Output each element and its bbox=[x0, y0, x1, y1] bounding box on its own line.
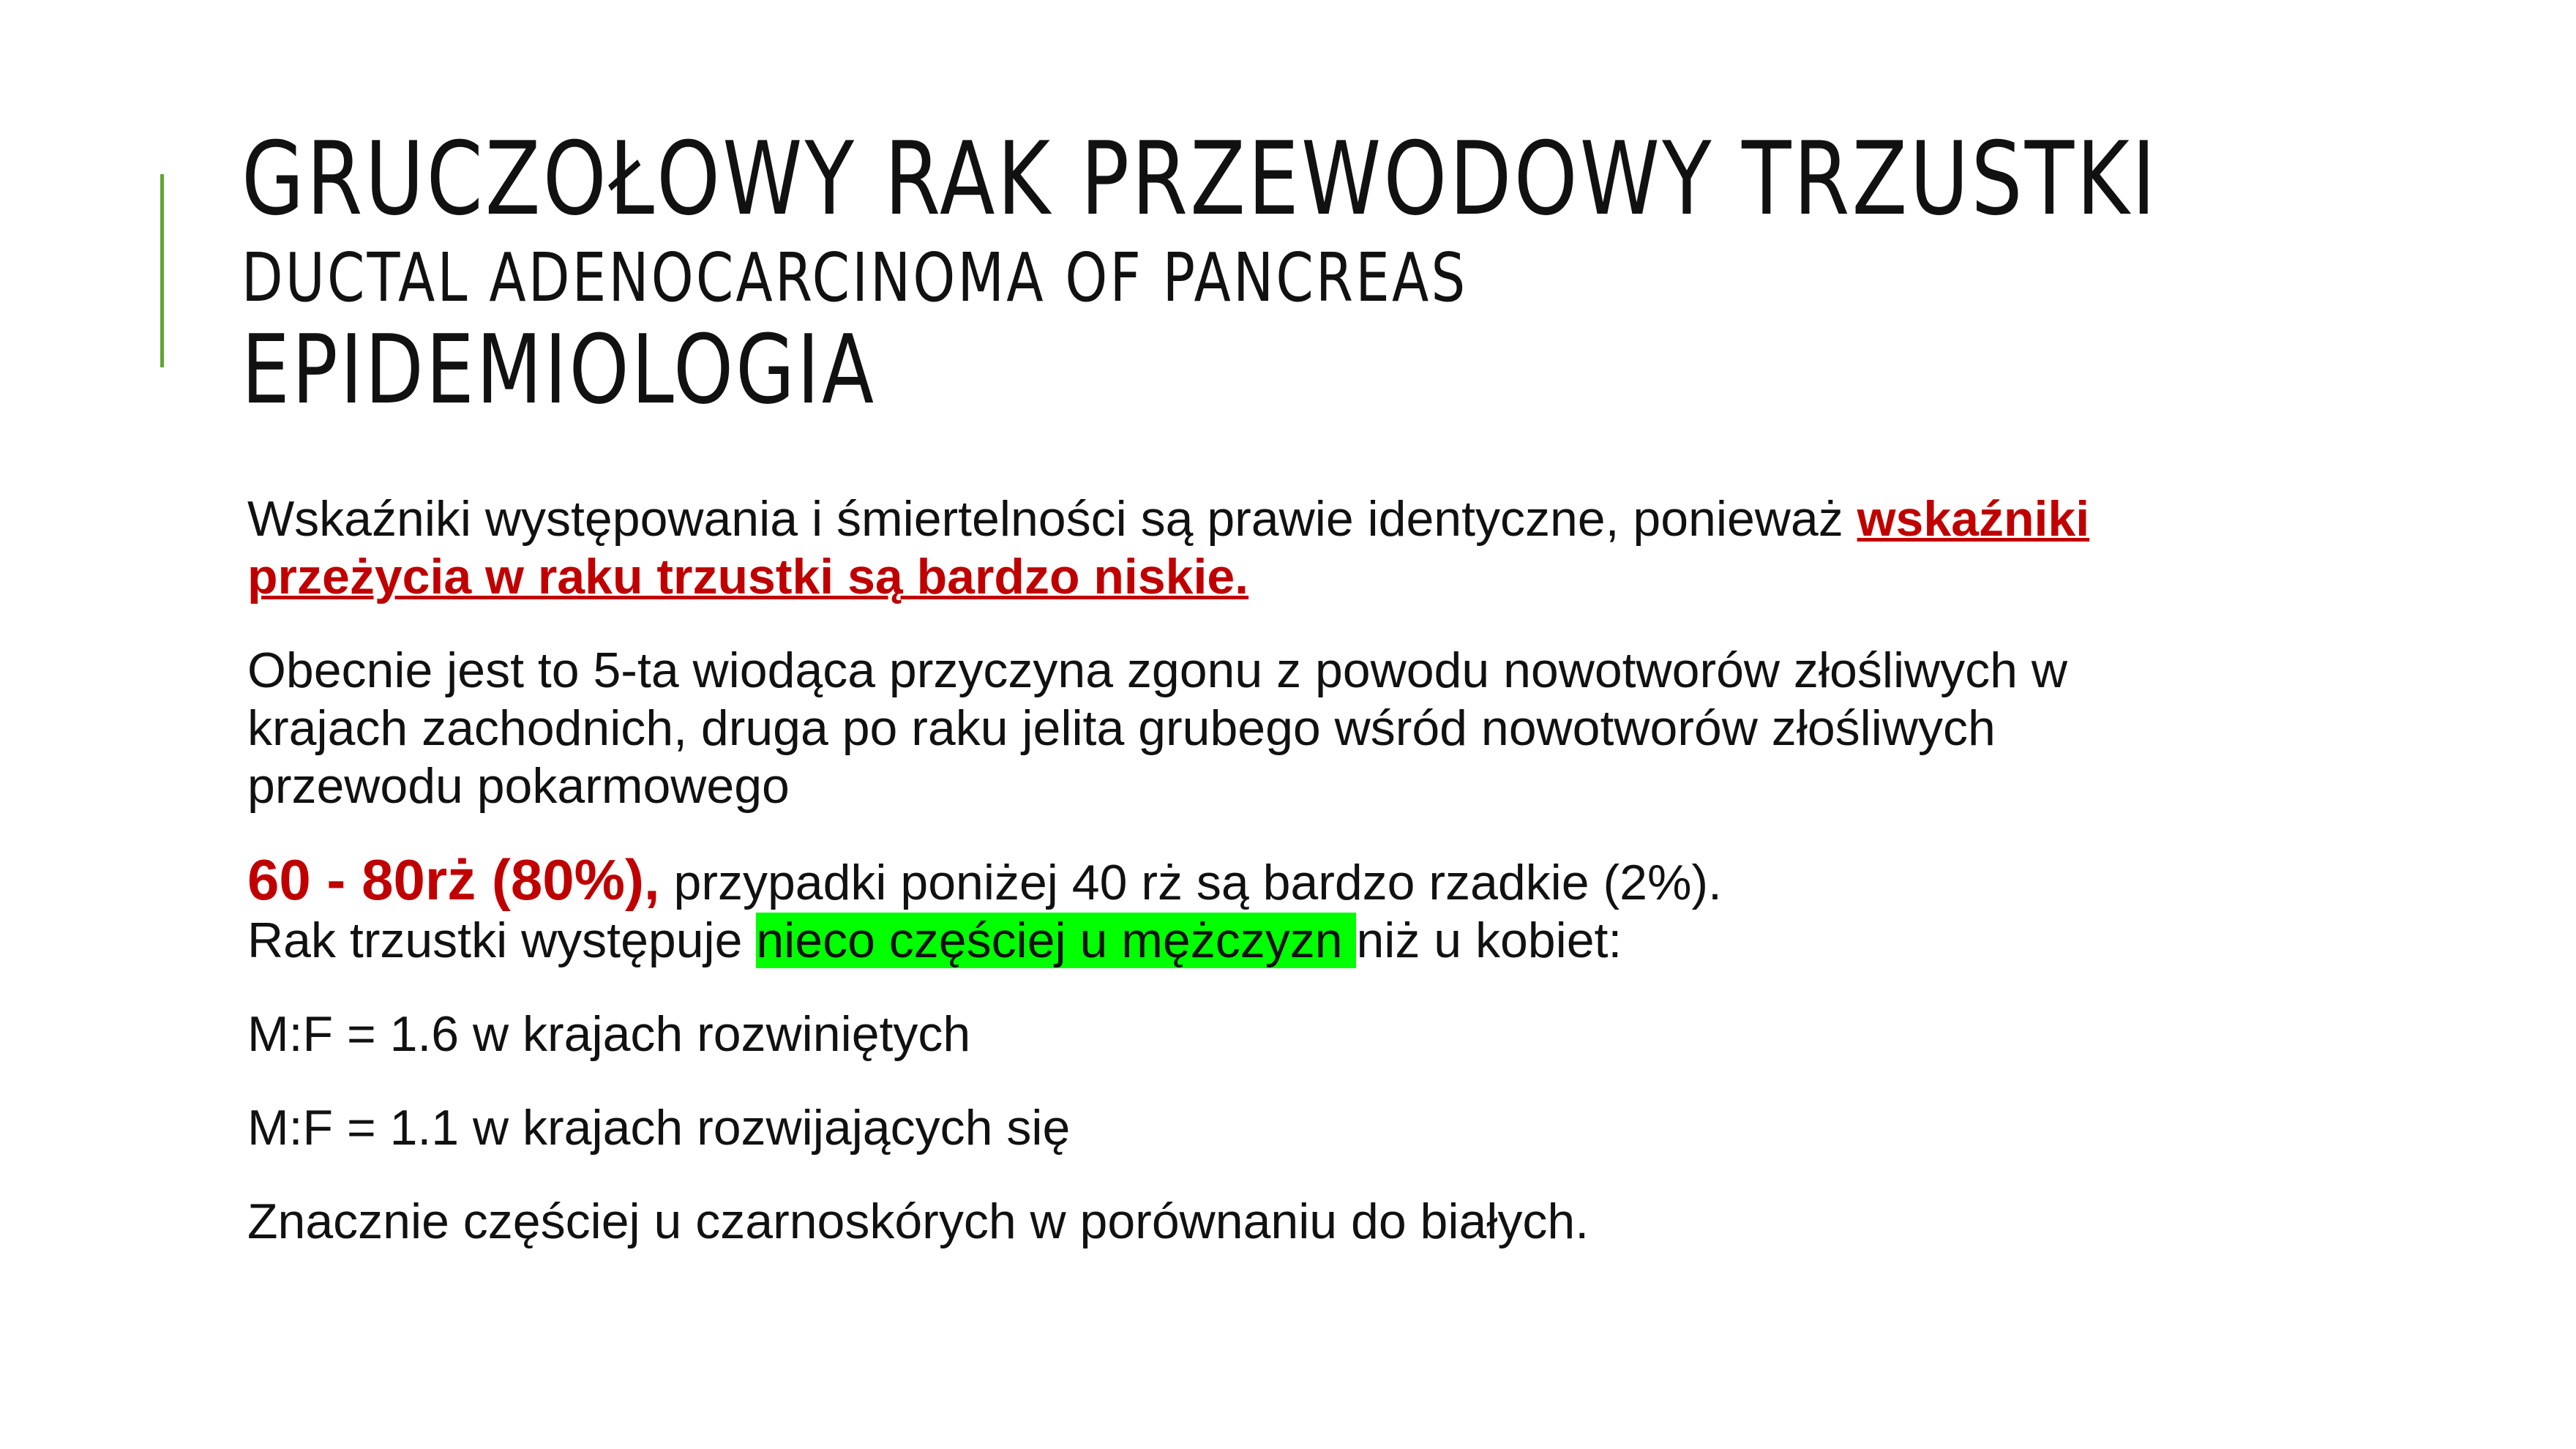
emphasis-survival-2: przeżycia w raku trzustki są bardzo niskie. bbox=[247, 549, 1249, 604]
paragraph-text: Wskaźniki występowania i śmiertelności są prawie identyczne, ponieważ bbox=[247, 491, 1857, 547]
title-section: EPIDEMIOLOGIA bbox=[242, 314, 877, 425]
title-accent-bar bbox=[160, 174, 164, 367]
title-polish: GRUCZOŁOWY RAK PRZEWODOWY TRZUSTKI bbox=[242, 120, 2158, 238]
paragraph-age-sex bbox=[247, 847, 2443, 970]
paragraph-line: Obecnie jest to 5-ta wiodąca przyczyna zgonu z powodu nowotworów złośliwych w bbox=[247, 643, 2067, 698]
paragraph-line: krajach zachodnich, druga po raku jelita grubego wśród nowotworów złośliwych bbox=[247, 700, 1996, 756]
emphasis-survival-1: wskaźniki bbox=[1857, 491, 2090, 547]
paragraph-text: Rak trzustki występuje bbox=[247, 913, 757, 968]
emphasis-age: 60 - 80rż (80%), bbox=[247, 847, 660, 912]
paragraph-incidence bbox=[247, 490, 2443, 606]
slide-body bbox=[247, 490, 2443, 1287]
paragraph-cause-of-death bbox=[247, 642, 2443, 815]
paragraph-ratio-developing: M:F = 1.1 w krajach rozwijających się bbox=[247, 1100, 1071, 1156]
paragraph-ratio-developed: M:F = 1.6 w krajach rozwiniętych bbox=[247, 1006, 971, 1062]
paragraph-race: Znacznie częściej u czarnoskórych w porównaniu do białych. bbox=[247, 1194, 1590, 1249]
highlight-men: nieco częściej u mężczyzn bbox=[756, 913, 1357, 968]
title-english: DUCTAL ADENOCARCINOMA OF PANCREAS bbox=[242, 239, 1468, 317]
paragraph-text: niż u kobiet: bbox=[1356, 913, 1622, 968]
slide-title bbox=[242, 120, 2158, 425]
paragraph-line: przewodu pokarmowego bbox=[247, 758, 790, 814]
paragraph-text: przypadki poniżej 40 rż są bardzo rzadkie (2%). bbox=[659, 855, 1722, 910]
